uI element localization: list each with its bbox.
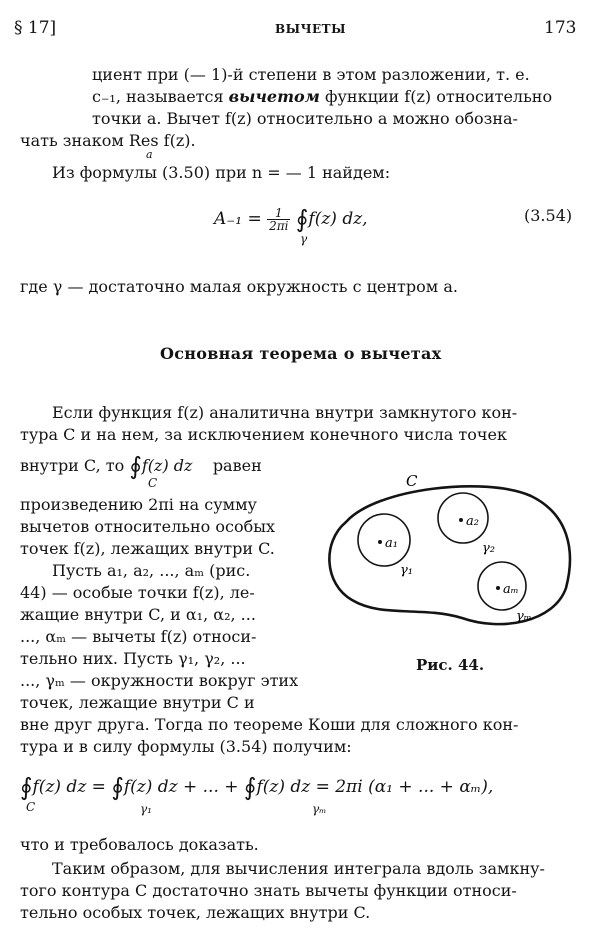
theorem-contour-sub: C <box>148 476 158 490</box>
intro-line-2-pre: с₋₁, называется <box>92 87 229 106</box>
theorem-line-5: вычетов относительно особых <box>20 517 275 536</box>
main-formula-part-1: f(z) dz = <box>32 777 106 797</box>
label-contour-c: C <box>406 472 418 490</box>
intro-line-4: чать знаком Res f(z). <box>20 131 196 150</box>
proof-line-7: точек, лежащие внутри C и <box>20 693 255 712</box>
theorem-line-3 <box>20 452 262 480</box>
contour-integral-sign: ∮ <box>295 205 309 233</box>
proof-line-3: жащие внутри C, и α₁, α₂, ... <box>20 605 256 624</box>
residue-term: вычетом <box>228 87 320 106</box>
proof-line-1: Пусть a₁, a₂, ..., aₘ (рис. <box>52 561 251 580</box>
page-number: 173 <box>544 18 577 38</box>
formula-3-54-contour: γ <box>300 232 308 246</box>
label-point-am: aₘ <box>503 582 519 597</box>
intro-line-2-post: функции f(z) относительно <box>319 87 553 106</box>
intro-line-2 <box>92 86 552 108</box>
theorem-line-6: точек f(z), лежащих внутри C. <box>20 539 275 558</box>
res-subscript: a <box>146 148 153 161</box>
theorem-line-2: тура C и на нем, за исключением конечного числа точек <box>20 425 507 444</box>
theorem-line-3-integral: f(z) dz <box>141 456 193 475</box>
section-heading: Основная теорема о вычетах <box>160 344 442 363</box>
contour-c <box>329 486 570 624</box>
section-marker: § 17] <box>14 18 57 38</box>
contour-integral-sign: ∮ <box>243 773 257 801</box>
circle-gamma-m <box>478 562 526 610</box>
proof-line-2: 44) — особые точки f(z), ле- <box>20 583 255 602</box>
point-a1-dot <box>378 540 382 544</box>
figure-caption: Рис. 44. <box>416 656 485 674</box>
label-gamma-m: γₘ <box>516 609 532 624</box>
label-gamma-1: γ₁ <box>400 563 413 578</box>
main-formula-sub-gammam: γₘ <box>312 802 327 816</box>
formula-3-54-integrand: f(z) dz, <box>308 209 368 229</box>
contour-integral-sign: ∮ <box>129 452 142 480</box>
qed-line: что и требовалось доказать. <box>20 835 259 854</box>
fraction-denominator: 2πi <box>269 219 289 233</box>
proof-line-6: ..., γₘ — окружности вокруг этих <box>20 671 299 690</box>
label-point-a2: a₂ <box>466 514 479 529</box>
proof-line-4: ..., αₘ — вычеты f(z) относи- <box>20 627 257 646</box>
formula-3-54 <box>214 202 368 232</box>
label-gamma-2: γ₂ <box>482 541 495 556</box>
formula-3-54-lhs: A₋₁ = <box>214 209 268 229</box>
main-formula <box>20 770 494 801</box>
figure-44 <box>316 470 580 642</box>
theorem-line-3-post: равен <box>212 456 262 475</box>
contour-integral-sign: ∮ <box>20 773 33 801</box>
proof-line-8: вне друг друга. Тогда по теореме Коши для сложного кон- <box>20 715 519 734</box>
conclusion-line-2: того контура C достаточно знать вычеты функции относи- <box>20 881 517 900</box>
gamma-definition: где γ — достаточно малая окружность с центром a. <box>20 277 458 296</box>
intro-line-1: циент при (— 1)-й степени в этом разложении, т. е. <box>92 65 530 84</box>
main-formula-sub-c: C <box>26 800 36 814</box>
proof-line-9: тура и в силу формулы (3.54) получим: <box>20 737 352 756</box>
formula-3-54-fraction <box>267 207 290 232</box>
label-point-a1: a₁ <box>385 536 398 551</box>
main-formula-sub-gamma1: γ₁ <box>140 802 152 816</box>
intro-line-3: точки a. Вычет f(z) относительно a можно обозна- <box>92 109 518 128</box>
running-title: ВЫЧЕТЫ <box>275 22 347 36</box>
equation-number: (3.54) <box>524 206 573 225</box>
circle-gamma-1 <box>358 514 410 566</box>
theorem-line-3-pre: внутри C, то <box>20 456 125 475</box>
theorem-line-1: Если функция f(z) аналитична внутри замкнутого кон- <box>52 403 518 422</box>
main-formula-part-3: f(z) dz = 2πi (α₁ + ... + αₘ), <box>256 777 494 797</box>
point-am-dot <box>496 586 500 590</box>
point-a2-dot <box>459 518 463 522</box>
contour-integral-sign: ∮ <box>111 773 124 801</box>
conclusion-line-3: тельно особых точек, лежащих внутри C. <box>20 903 371 922</box>
conclusion-line-1: Таким образом, для вычисления интеграла вдоль замкну- <box>52 859 545 878</box>
fraction-numerator: 1 <box>267 207 290 220</box>
main-formula-part-2: f(z) dz + ... + <box>123 777 239 797</box>
formula-intro: Из формулы (3.50) при n = — 1 найдем: <box>52 163 391 182</box>
circle-gamma-2 <box>438 493 488 543</box>
theorem-line-4: произведению 2πi на сумму <box>20 495 257 514</box>
proof-line-5: тельно них. Пусть γ₁, γ₂, ... <box>20 649 246 668</box>
